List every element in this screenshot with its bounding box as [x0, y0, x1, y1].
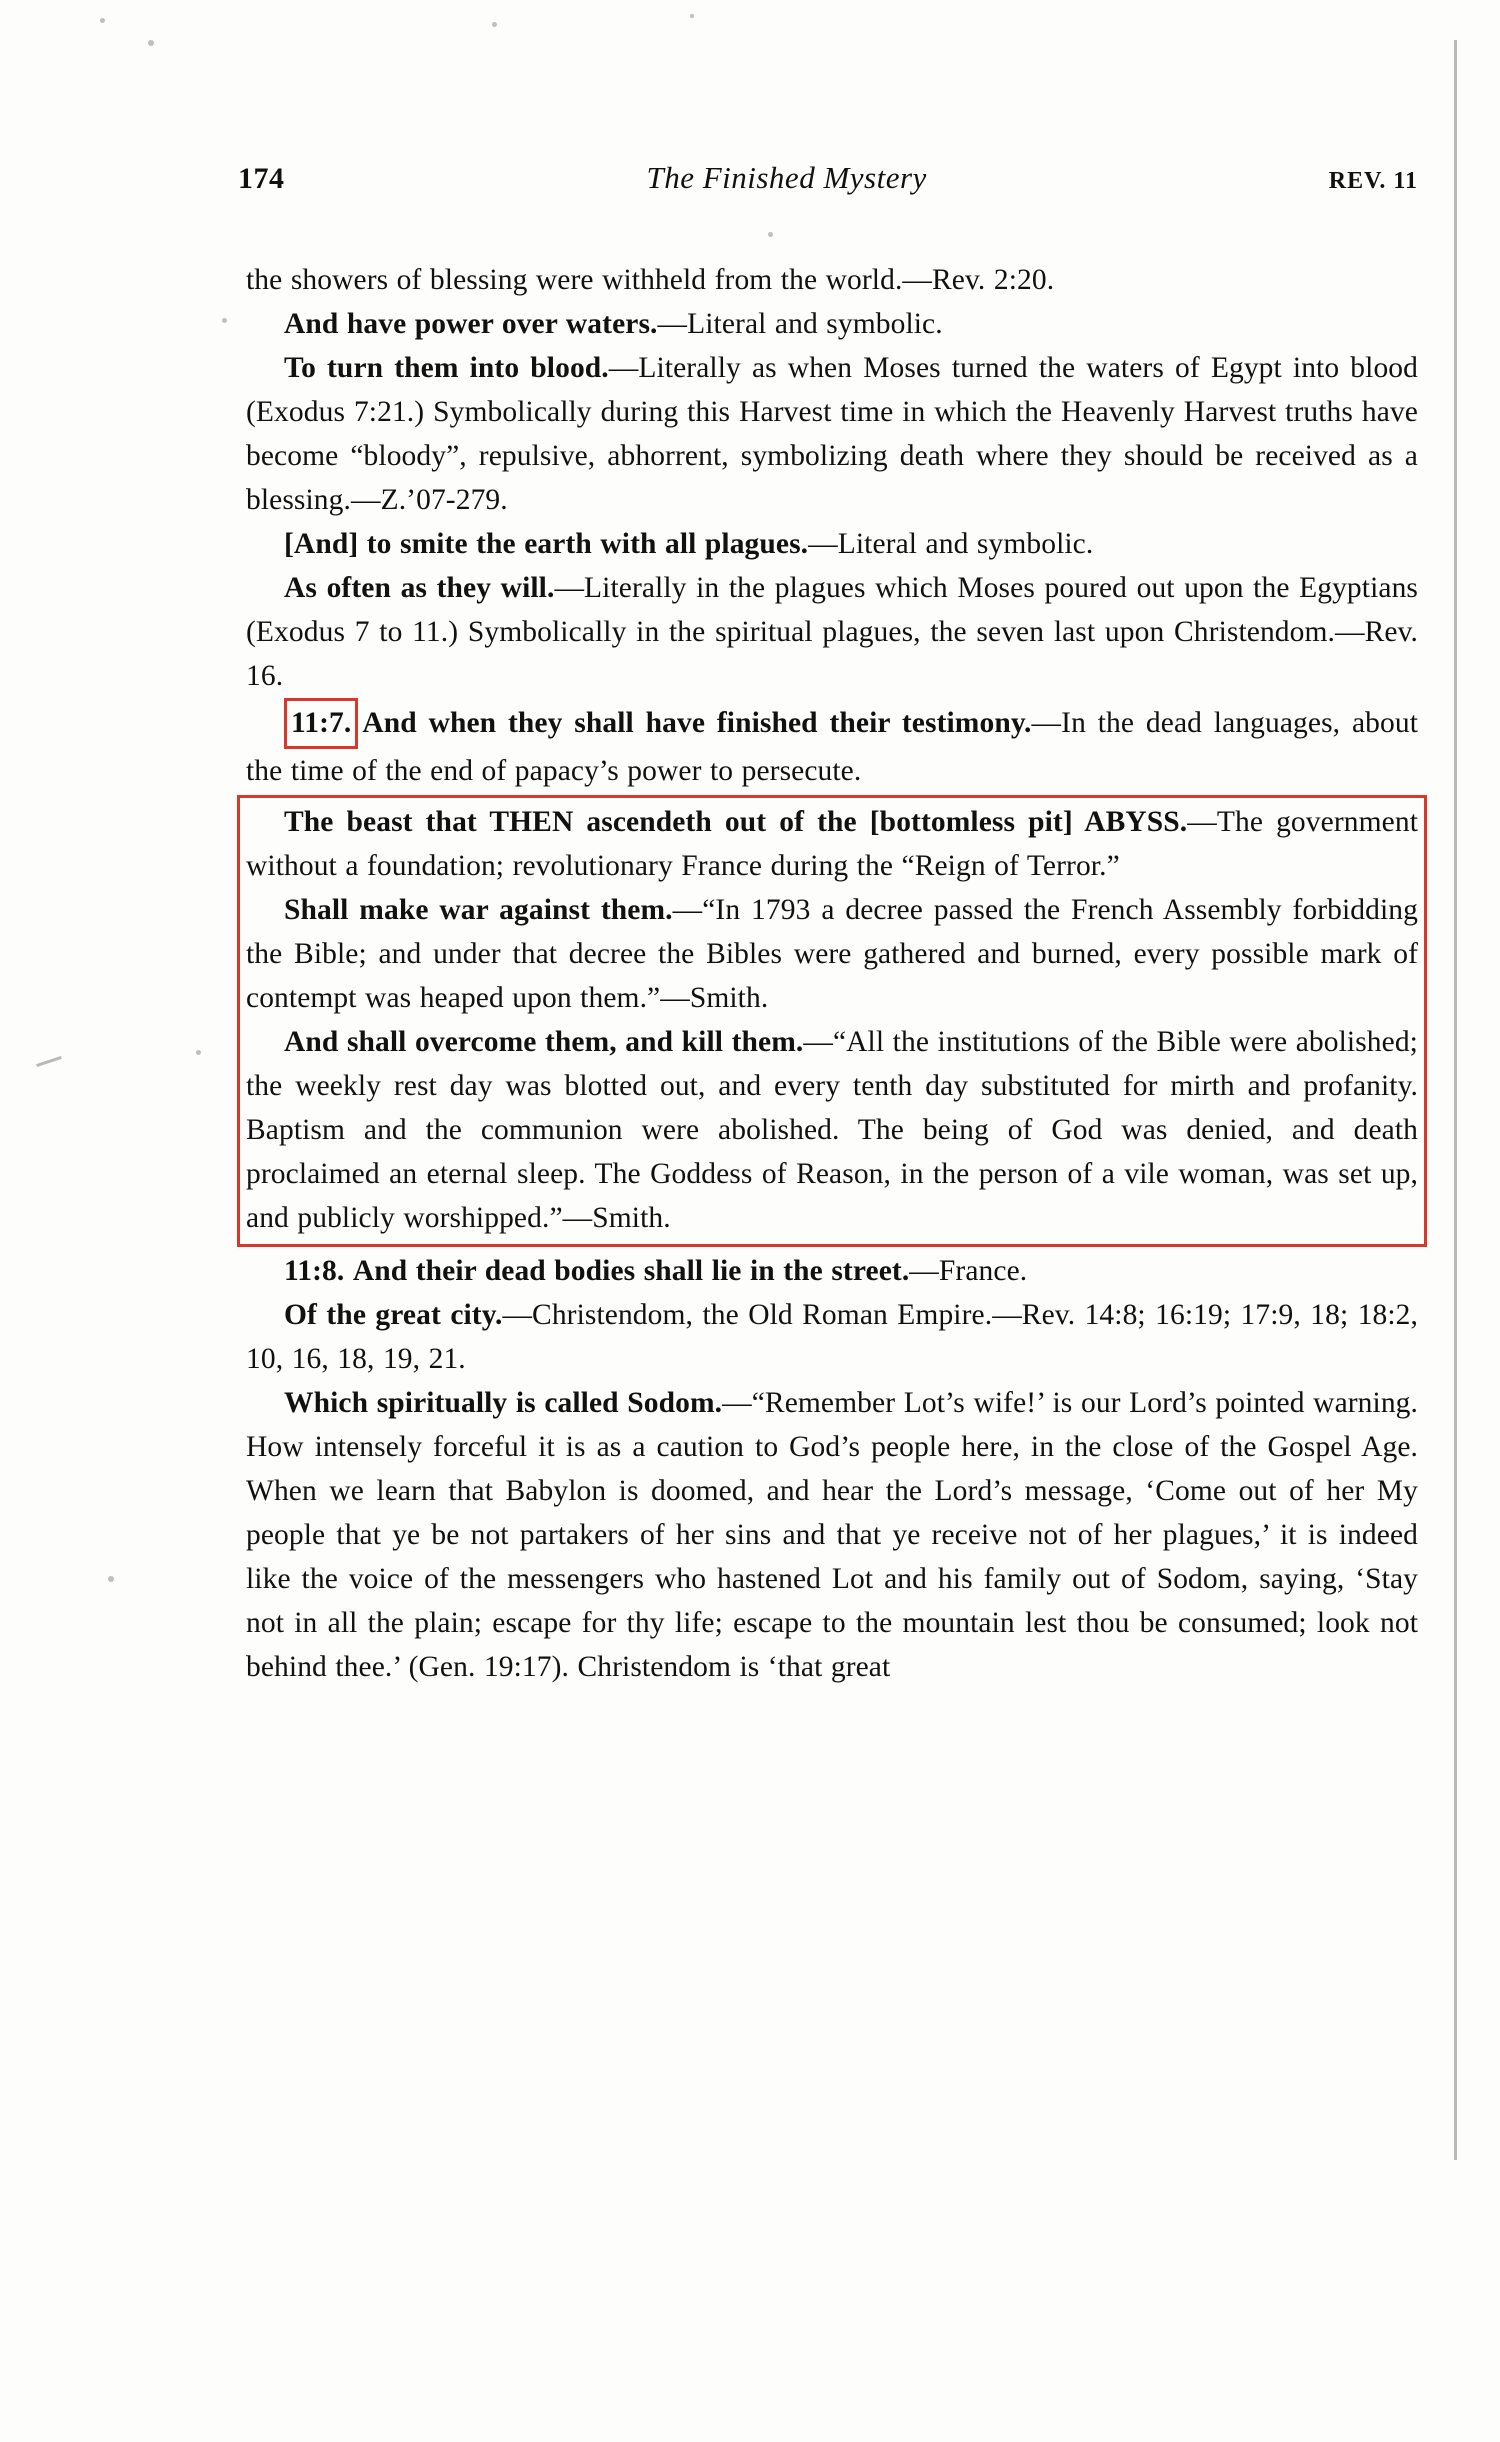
paragraph	[246, 566, 1418, 698]
scan-speck	[492, 22, 497, 27]
paragraph-verse-11-8	[246, 1249, 1418, 1293]
scan-speck	[100, 18, 105, 23]
scan-speck	[108, 1576, 114, 1582]
paragraph-text: the showers of blessing were withheld from the world.—Rev. 2:20.	[246, 264, 1055, 296]
paragraph-text: —Christendom, the Old Roman Empire.—Rev. 14:8; 16:19; 17:9, 18; 18:2, 10, 16, 18, 19, 21.	[246, 1299, 1419, 1375]
paragraph-text: —Literally in the plagues which Moses poured out upon the Egyptians (Exodus 7 to 11.) Symbolically in the spiritual plagues, the seven last upon Christendom.—Rev. 16.	[246, 572, 1418, 692]
verse-number: 11:8.	[284, 1255, 345, 1287]
paragraph-text: —In the dead languages, about the time of the end of papacy’s power to persecute.	[246, 707, 1418, 787]
paragraph	[246, 346, 1418, 522]
paragraph	[246, 888, 1418, 1020]
scripture-lead: [And] to smite the earth with all plagues.	[284, 528, 809, 560]
paragraph-text: —The government without a foundation; revolutionary France during the “Reign of Terror.”	[246, 806, 1418, 882]
page-edge-artifact	[36, 1056, 62, 1067]
paragraph-text: —“Remember Lot’s wife!’ is our Lord’s pointed warning. How intensely forceful it is as a caution to God’s people here, in the close of the Gospel Age. When we learn that Babylon is doomed, and hear the Lord’s message, ‘Come out of her My people that ye be not partakers of her sins and that ye receive not of her plagues,’ it is indeed like the voice of the messengers who hastened Lot and his family out of Sodom, saying, ‘Stay not in all the plain; escape for thy life; escape to the mountain lest thou be consumed; look not behind thee.’ (Gen. 19:17). Christendom is ‘that great	[246, 1387, 1419, 1683]
scan-speck	[690, 14, 694, 18]
scan-speck	[768, 232, 773, 237]
text-column	[246, 258, 1418, 1689]
paragraph	[246, 522, 1418, 566]
paragraph-verse-11-7	[246, 698, 1418, 793]
scripture-lead: To turn them into blood.	[284, 352, 609, 384]
scripture-lead: And their dead bodies shall lie in the street.	[352, 1255, 910, 1287]
scripture-lead: The beast that THEN ascendeth out of the [bottomless pit] ABYSS.	[284, 806, 1188, 838]
scan-speck	[222, 318, 227, 323]
paragraph	[246, 800, 1418, 888]
paragraph	[246, 1381, 1418, 1689]
paragraph	[246, 1020, 1418, 1240]
scripture-lead: Of the great city.	[284, 1299, 503, 1331]
scripture-lead: And shall overcome them, and kill them.	[284, 1026, 804, 1058]
paragraph-text: —Literal and symbolic.	[657, 308, 943, 340]
paragraph-text: —Literally as when Moses turned the waters of Egypt into blood (Exodus 7:21.) Symbolically during this Harvest time in which the Heavenly Harvest truths have become “bloody”, repulsive, abhorrent, symbolizing death where they should be received as a blessing.—Z.’07-279.	[246, 352, 1418, 516]
book-title: The Finished Mystery	[646, 160, 927, 195]
red-annotation-box	[237, 795, 1427, 1247]
scan-speck	[148, 40, 154, 46]
page-number: 174	[238, 162, 285, 195]
scripture-lead: And have power over waters.	[284, 308, 658, 340]
verse-number-highlight: 11:7.	[284, 698, 358, 749]
scan-speck	[196, 1050, 201, 1055]
page-edge-artifact	[1454, 40, 1457, 2160]
paragraph-text: —France.	[909, 1255, 1028, 1287]
paragraph	[246, 258, 1418, 302]
paragraph-text: —Literal and symbolic.	[808, 528, 1094, 560]
running-head	[238, 160, 1418, 196]
scripture-lead: As often as they will.	[284, 572, 555, 604]
paragraph-text: —“All the institutions of the Bible were abolished; the weekly rest day was blotted out, and every tenth day substituted for mirth and profanity. Baptism and the communion were abolished. The being of God was denied, and death proclaimed an eternal sleep. The Goddess of Reason, in the person of a vile woman, was set up, and publicly worshipped.”—Smith.	[246, 1026, 1418, 1234]
scripture-lead: And when they shall have finished their testimony.	[362, 707, 1032, 739]
running-reference: REV. 11	[1328, 168, 1418, 194]
scripture-lead: Shall make war against them.	[284, 894, 673, 926]
paragraph-text: —“In 1793 a decree passed the French Assembly forbidding the Bible; and under that decree the Bibles were gathered and burned, every possible mark of contempt was heaped upon them.”—Smith.	[246, 894, 1418, 1014]
paragraph	[246, 302, 1418, 346]
scripture-lead: Which spiritually is called Sodom.	[284, 1387, 723, 1419]
paragraph	[246, 1293, 1418, 1381]
